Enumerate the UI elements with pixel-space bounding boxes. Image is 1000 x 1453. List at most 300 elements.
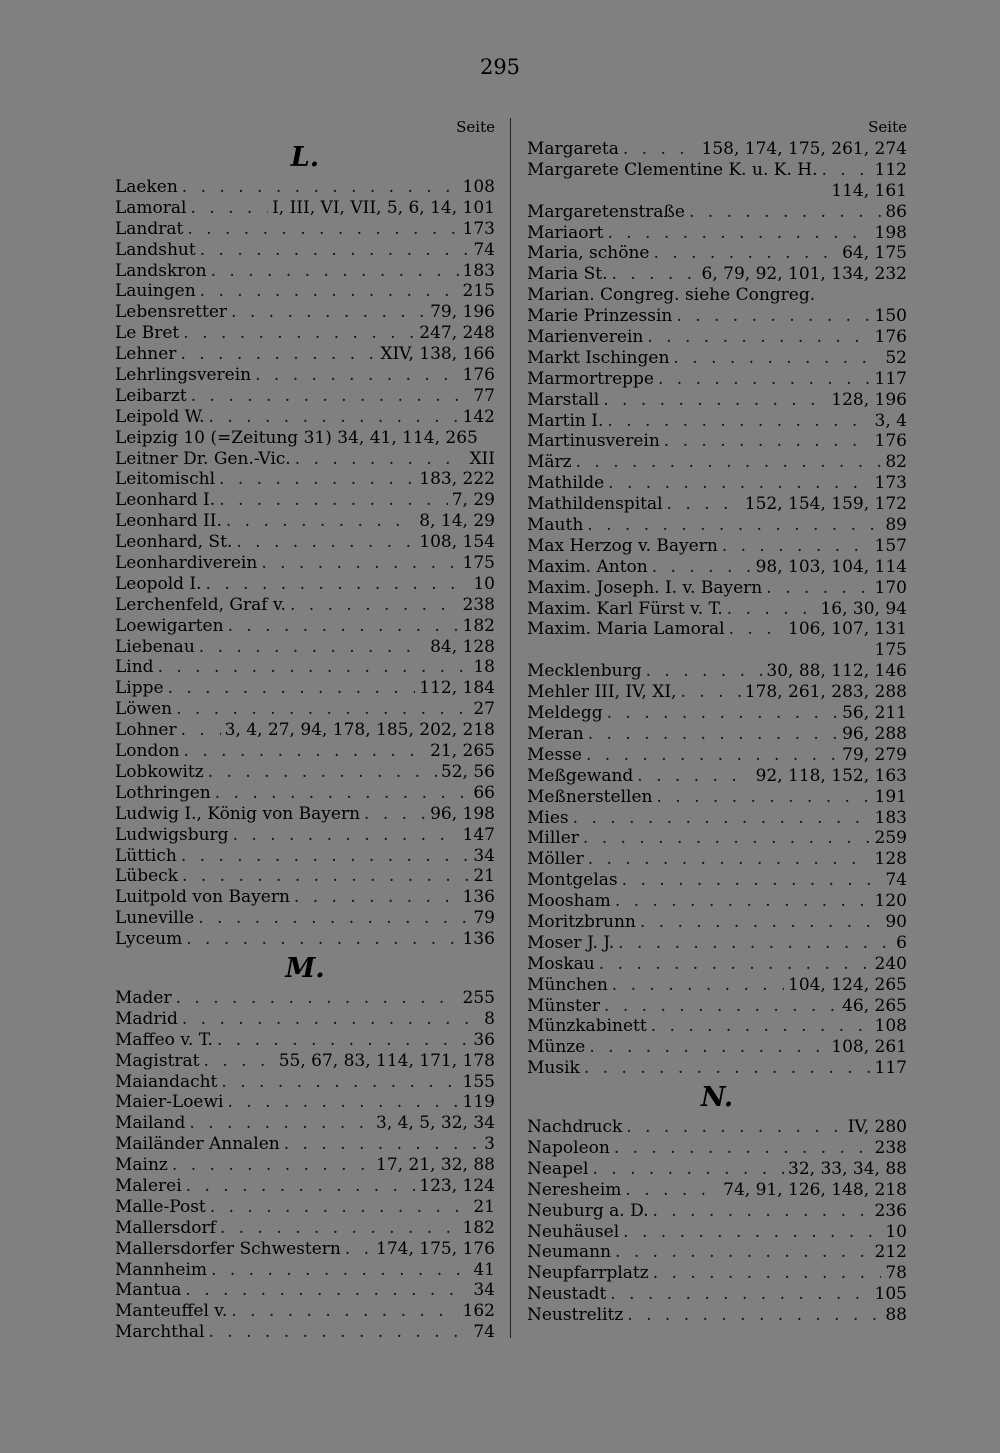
index-entry — [527, 745, 907, 766]
index-entry — [115, 553, 495, 574]
index-entry — [527, 390, 907, 411]
index-entry — [115, 929, 495, 950]
entry-pages: 108, 261 — [831, 1037, 907, 1058]
dot-leader — [226, 511, 415, 532]
entry-name: Mallersdorf — [115, 1217, 216, 1238]
dot-leader — [607, 703, 838, 724]
entry-name: Leonhard II. — [115, 511, 222, 532]
entry-name: Mathildenspital — [527, 494, 663, 515]
entry-pages: 52, 56 — [440, 761, 495, 782]
entry-name: Landrat — [115, 218, 184, 239]
index-entry — [115, 1218, 495, 1239]
entry-name: Marmortreppe — [527, 368, 654, 389]
entry-pages: 90 — [885, 911, 907, 932]
entry-name: Luitpold von Bayern — [115, 887, 290, 908]
entry-pages: 3, 4, 27, 94, 178, 185, 202, 218 — [224, 720, 495, 741]
entry-pages: 92, 118, 152, 163 — [755, 765, 907, 786]
entry-name: Lehrlingsverein — [115, 365, 252, 386]
dot-leader — [345, 1239, 372, 1260]
index-entry — [115, 1176, 495, 1197]
index-entry — [115, 783, 495, 804]
index-entry — [115, 281, 495, 302]
index-entry — [527, 828, 907, 849]
entry-pages: 147 — [462, 824, 495, 845]
entry-pages: 98, 103, 104, 114 — [755, 556, 907, 577]
entry-name: Lothringen — [115, 782, 211, 803]
entry-name: Lobkowitz — [115, 761, 204, 782]
dot-leader — [640, 912, 882, 933]
entry-pages: 152, 154, 159, 172 — [744, 494, 907, 515]
dot-leader — [183, 323, 415, 344]
entry-pages: 176 — [874, 327, 907, 348]
entry-name: Malerei — [115, 1175, 182, 1196]
entry-name: Neuhäusel — [527, 1221, 620, 1242]
entry-pages: 46, 265 — [842, 995, 907, 1016]
entry-name: Leitner Dr. Gen.-Vic. — [115, 448, 291, 469]
dot-leader — [658, 369, 871, 390]
index-entry — [527, 1305, 907, 1326]
index-entry — [115, 699, 495, 720]
dot-leader — [766, 578, 870, 599]
entry-pages: 215 — [462, 281, 495, 302]
dot-leader — [182, 866, 469, 887]
index-entry — [527, 1138, 907, 1159]
column-header-seite: Seite — [868, 118, 907, 136]
index-entry — [115, 595, 495, 616]
dot-leader — [623, 139, 698, 160]
entry-pages: 6 — [896, 932, 907, 953]
index-entry — [527, 661, 907, 682]
entry-name: Laeken — [115, 177, 178, 197]
entry-pages: 155 — [462, 1071, 495, 1092]
index-entry — [115, 1260, 495, 1281]
entry-name: Montgelas — [527, 870, 618, 891]
dot-leader — [184, 741, 427, 762]
dot-leader — [200, 281, 459, 302]
index-entry — [527, 682, 907, 703]
page-number: 295 — [479, 55, 521, 79]
index-entry — [115, 177, 495, 198]
index-entry — [527, 327, 907, 348]
entry-name: Maxim. Joseph. I. v. Bayern — [527, 577, 763, 598]
index-entry — [115, 1030, 495, 1051]
entry-pages: 82 — [885, 452, 907, 473]
dot-leader — [182, 1009, 480, 1030]
entry-pages: 78 — [885, 1263, 907, 1284]
entry-name: Lebensretter — [115, 302, 228, 323]
entry-name: Leopold I. — [115, 573, 202, 594]
entry-name: Max Herzog v. Bayern — [527, 535, 718, 556]
dot-leader — [664, 431, 871, 452]
index-entry — [527, 996, 907, 1017]
entry-pages: 183 — [462, 260, 495, 281]
entry-pages: 21 — [473, 866, 495, 887]
entry-pages: 183 — [874, 807, 907, 828]
dot-leader — [651, 1016, 871, 1037]
index-entry — [115, 657, 495, 678]
entry-name: Marstall — [527, 389, 600, 410]
entry-pages: 112, 184 — [419, 678, 495, 699]
entry-name: Margareta — [527, 139, 619, 159]
entry-name: Maxim. Maria Lamoral — [527, 619, 725, 640]
index-entry — [115, 1113, 495, 1134]
index-entry — [527, 724, 907, 745]
dot-leader — [294, 887, 459, 908]
entry-name: Markt Ischingen — [527, 347, 670, 368]
entry-name: Miller — [527, 828, 579, 849]
entry-name: Manteuffel v. — [115, 1301, 228, 1322]
index-entry — [527, 1117, 907, 1138]
dot-leader — [187, 219, 458, 240]
entry-name: Lübeck — [115, 866, 179, 887]
dot-leader — [261, 553, 458, 574]
index-entry — [527, 849, 907, 870]
index-entry — [115, 741, 495, 762]
dot-leader — [209, 407, 459, 428]
dot-leader — [199, 637, 426, 658]
dot-leader — [227, 1092, 458, 1113]
entry-pages: I, III, VI, VII, 5, 6, 14, 101 — [272, 197, 495, 218]
dot-leader — [653, 1263, 882, 1284]
index-entry — [115, 574, 495, 595]
dot-leader — [206, 574, 470, 595]
entry-name: Marian. Congreg. siehe Congreg. — [527, 285, 816, 306]
index-entry — [527, 1016, 907, 1037]
dot-leader — [589, 1037, 827, 1058]
entry-pages: 104, 124, 265 — [788, 974, 907, 995]
dot-leader — [667, 494, 741, 515]
index-entry — [115, 490, 495, 511]
dot-leader — [627, 1305, 881, 1326]
dot-leader — [185, 1280, 469, 1301]
dot-leader — [186, 1176, 416, 1197]
entry-name: Marie Prinzessin — [527, 306, 673, 327]
entry-pages: 77 — [473, 385, 495, 406]
index-entry — [527, 1159, 907, 1180]
entry-pages: 174, 175, 176 — [376, 1238, 495, 1259]
entry-name: Moritzbrunn — [527, 911, 636, 932]
entry-pages: 123, 124 — [419, 1175, 495, 1196]
dot-leader — [604, 996, 838, 1017]
dot-leader — [200, 240, 470, 261]
index-entry — [527, 703, 907, 724]
index-entry — [527, 536, 907, 557]
entry-pages: 64, 175 — [842, 243, 907, 264]
index-entry — [527, 285, 907, 306]
index-entry — [115, 198, 495, 219]
index-entry — [115, 532, 495, 553]
entry-pages: 27 — [473, 699, 495, 720]
entry-pages: 108, 154 — [419, 532, 495, 553]
entry-name: Maier-Loewi — [115, 1092, 224, 1113]
index-entry — [527, 411, 907, 432]
dot-leader — [576, 452, 882, 473]
entry-pages: 240 — [874, 953, 907, 974]
dot-leader — [219, 469, 415, 490]
dot-leader — [208, 762, 437, 783]
entry-name: Moskau — [527, 953, 595, 974]
index-entry — [527, 808, 907, 829]
entry-pages: 212 — [874, 1242, 907, 1263]
dot-leader — [158, 657, 470, 678]
entry-pages: 198 — [874, 222, 907, 243]
section-letter: M. — [285, 952, 325, 984]
entry-name: Leonhard, St. — [115, 532, 233, 553]
entry-pages: 108 — [874, 1016, 907, 1037]
dot-leader — [180, 344, 376, 365]
dot-leader — [615, 1242, 871, 1263]
entry-pages: 191 — [874, 786, 907, 807]
entry-name: Marienverein — [527, 327, 644, 348]
dot-leader — [181, 846, 470, 867]
entry-name: Magistrat — [115, 1050, 200, 1071]
entry-pages: 34 — [473, 1280, 495, 1301]
entry-pages: 182 — [462, 615, 495, 636]
entry-pages: 106, 107, 131 — [788, 619, 907, 640]
entry-name: Lohner — [115, 720, 177, 741]
entry-pages: 10 — [885, 1221, 907, 1242]
index-entry — [527, 1058, 907, 1079]
dot-leader — [603, 390, 827, 411]
entry-pages: 120 — [874, 891, 907, 912]
entry-name: Mariaort — [527, 222, 604, 243]
entry-name: Moosham — [527, 891, 611, 912]
entry-pages: 136 — [462, 887, 495, 908]
dot-leader — [231, 1301, 458, 1322]
index-entry — [115, 762, 495, 783]
index-entry — [527, 619, 907, 640]
entry-name: Maxim. Karl Fürst v. T. — [527, 598, 723, 619]
dot-leader — [612, 975, 784, 996]
index-entry — [115, 637, 495, 658]
index-entry — [527, 891, 907, 912]
index-entry — [115, 908, 495, 929]
entry-pages: 119 — [462, 1092, 495, 1113]
index-entry — [115, 261, 495, 282]
index-entry — [115, 469, 495, 490]
entry-pages: 79 — [473, 908, 495, 929]
entry-pages: 88 — [885, 1305, 907, 1326]
entry-pages: 136 — [462, 929, 495, 950]
entry-name: Luneville — [115, 908, 195, 929]
index-entry — [115, 1197, 495, 1218]
dot-leader — [822, 160, 871, 181]
dot-leader — [586, 745, 838, 766]
dot-leader — [637, 766, 751, 787]
dot-leader — [584, 1058, 871, 1079]
entry-pages: 170 — [874, 577, 907, 598]
index-entry — [527, 202, 907, 223]
entry-name: Leonhardiverein — [115, 553, 258, 574]
index-entry — [115, 407, 495, 428]
index-entry — [115, 866, 495, 887]
index-entry — [115, 887, 495, 908]
index-entry — [527, 578, 907, 599]
dot-leader — [181, 720, 221, 741]
entry-pages: 8, 14, 29 — [419, 511, 495, 532]
dot-leader — [623, 1222, 881, 1243]
index-entry — [527, 306, 907, 327]
entry-name: März — [527, 452, 572, 473]
index-entry — [527, 1284, 907, 1305]
entry-pages: 7, 29 — [451, 490, 495, 511]
index-entry — [527, 599, 907, 620]
dot-leader — [168, 678, 416, 699]
entry-name: Mauth — [527, 515, 584, 536]
entry-pages: 3 — [484, 1134, 495, 1155]
dot-leader — [599, 954, 871, 975]
entry-pages: 56, 211 — [842, 703, 907, 724]
dot-leader — [612, 264, 698, 285]
index-entry — [527, 1180, 907, 1201]
index-entry — [527, 431, 907, 452]
entry-pages: 117 — [874, 1058, 907, 1079]
entry-name: Lauingen — [115, 281, 196, 302]
dot-leader — [364, 804, 426, 825]
index-entry — [527, 243, 907, 264]
entry-pages: 175 — [462, 553, 495, 574]
index-entry — [527, 1242, 907, 1263]
index-entry — [527, 557, 907, 578]
dot-leader — [647, 327, 870, 348]
dot-leader — [625, 1180, 719, 1201]
index-entry — [527, 933, 907, 954]
entry-pages: 89 — [885, 515, 907, 536]
dot-leader — [654, 243, 839, 264]
index-entry — [115, 1134, 495, 1155]
entry-pages: 52 — [885, 347, 907, 368]
dot-leader — [680, 682, 740, 703]
entry-name: Leonhard I. — [115, 490, 216, 511]
entry-name: Landshut — [115, 239, 196, 260]
entry-pages: 96, 288 — [842, 723, 907, 744]
entry-name: Maffeo v. T. — [115, 1029, 213, 1050]
entry-pages: XIV, 138, 166 — [380, 344, 495, 365]
dot-leader — [217, 1030, 469, 1051]
right-column — [527, 115, 907, 1326]
dot-leader — [626, 1117, 843, 1138]
dot-leader — [583, 828, 871, 849]
entry-pages: 74 — [473, 239, 495, 260]
entry-pages: 3, 4 — [874, 410, 907, 431]
entry-name: Messe — [527, 744, 582, 765]
entry-name: Neapel — [527, 1158, 589, 1179]
entry-pages: XII — [469, 448, 495, 469]
section-letter: L. — [290, 142, 320, 173]
entry-pages: 8 — [484, 1008, 495, 1029]
dot-leader — [653, 1201, 871, 1222]
entry-name: Möller — [527, 849, 584, 870]
index-entry — [115, 825, 495, 846]
entry-name: Martinusverein — [527, 431, 660, 452]
index-entry — [527, 1037, 907, 1058]
index-entry — [527, 1222, 907, 1243]
entry-name: Napoleon — [527, 1137, 610, 1158]
dot-leader — [172, 1155, 372, 1176]
entry-pages: 158, 174, 175, 261, 274 — [701, 139, 907, 159]
entry-name: Landskron — [115, 260, 207, 281]
entry-name: Mathilde — [527, 473, 605, 494]
index-entry — [527, 160, 907, 181]
entry-name: Mecklenburg — [527, 661, 642, 682]
entry-pages: 79, 196 — [430, 302, 495, 323]
index-entry — [115, 616, 495, 637]
entry-name: Malle-Post — [115, 1196, 206, 1217]
dot-leader — [689, 202, 881, 223]
index-entry — [527, 139, 907, 160]
dot-leader — [211, 261, 459, 282]
dot-leader — [182, 177, 459, 198]
entry-pages: 10 — [473, 573, 495, 594]
dot-leader — [221, 1072, 458, 1093]
section-letter: N. — [700, 1082, 734, 1114]
entry-pages: 142 — [462, 406, 495, 427]
entry-name: Meldegg — [527, 703, 603, 724]
entry-pages-continued: 114, 161 — [831, 180, 907, 201]
dot-leader — [233, 825, 459, 846]
index-entry — [115, 240, 495, 261]
entry-pages: 36 — [473, 1029, 495, 1050]
dot-leader — [587, 515, 881, 536]
index-entry — [115, 1280, 495, 1301]
dot-leader — [722, 536, 871, 557]
entry-name: Neupfarrplatz — [527, 1263, 649, 1284]
entry-pages: 112 — [874, 159, 907, 180]
entry-pages: 30, 88, 112, 146 — [766, 661, 907, 682]
entry-name: Mannheim — [115, 1259, 208, 1280]
entry-pages: 86 — [885, 201, 907, 222]
entry-name: München — [527, 974, 608, 995]
entry-name: Meßnerstellen — [527, 786, 653, 807]
entry-pages: 18 — [473, 657, 495, 678]
index-entry — [527, 348, 907, 369]
index-entry — [115, 511, 495, 532]
index-entry — [115, 302, 495, 323]
entry-name: Meran — [527, 723, 584, 744]
entry-name: Münze — [527, 1037, 586, 1058]
index-entry — [115, 988, 495, 1009]
dot-leader — [210, 1197, 470, 1218]
entry-pages: 16, 30, 94 — [820, 598, 907, 619]
dot-leader — [607, 411, 870, 432]
entry-name: Nachdruck — [527, 1117, 623, 1138]
entry-pages: 21, 265 — [430, 741, 495, 762]
entry-pages: 17, 21, 32, 88 — [376, 1155, 495, 1176]
entry-name: Margaretenstraße — [527, 201, 685, 222]
entry-name: Lerchenfeld, Graf v. — [115, 594, 286, 615]
entry-name: Lamoral — [115, 197, 187, 218]
entry-pages: 66 — [473, 782, 495, 803]
index-entry — [115, 1092, 495, 1113]
entry-name: Meßgewand — [527, 765, 634, 786]
dot-leader — [220, 1218, 459, 1239]
dot-leader — [186, 929, 458, 950]
index-entry — [527, 975, 907, 996]
entry-pages: 117 — [874, 368, 907, 389]
index-entry — [527, 369, 907, 390]
entry-pages: 74 — [473, 1322, 495, 1343]
index-entry — [527, 473, 907, 494]
dot-leader — [727, 599, 817, 620]
entry-pages: IV, 280 — [847, 1117, 907, 1138]
index-entry — [115, 428, 495, 449]
dot-leader — [189, 1113, 372, 1134]
dot-leader — [209, 1322, 470, 1343]
entry-pages: 105 — [874, 1284, 907, 1305]
entry-name: Ludwig I., König von Bayern — [115, 803, 361, 824]
entry-pages: 74 — [885, 870, 907, 891]
entry-name: Loewigarten — [115, 615, 224, 636]
